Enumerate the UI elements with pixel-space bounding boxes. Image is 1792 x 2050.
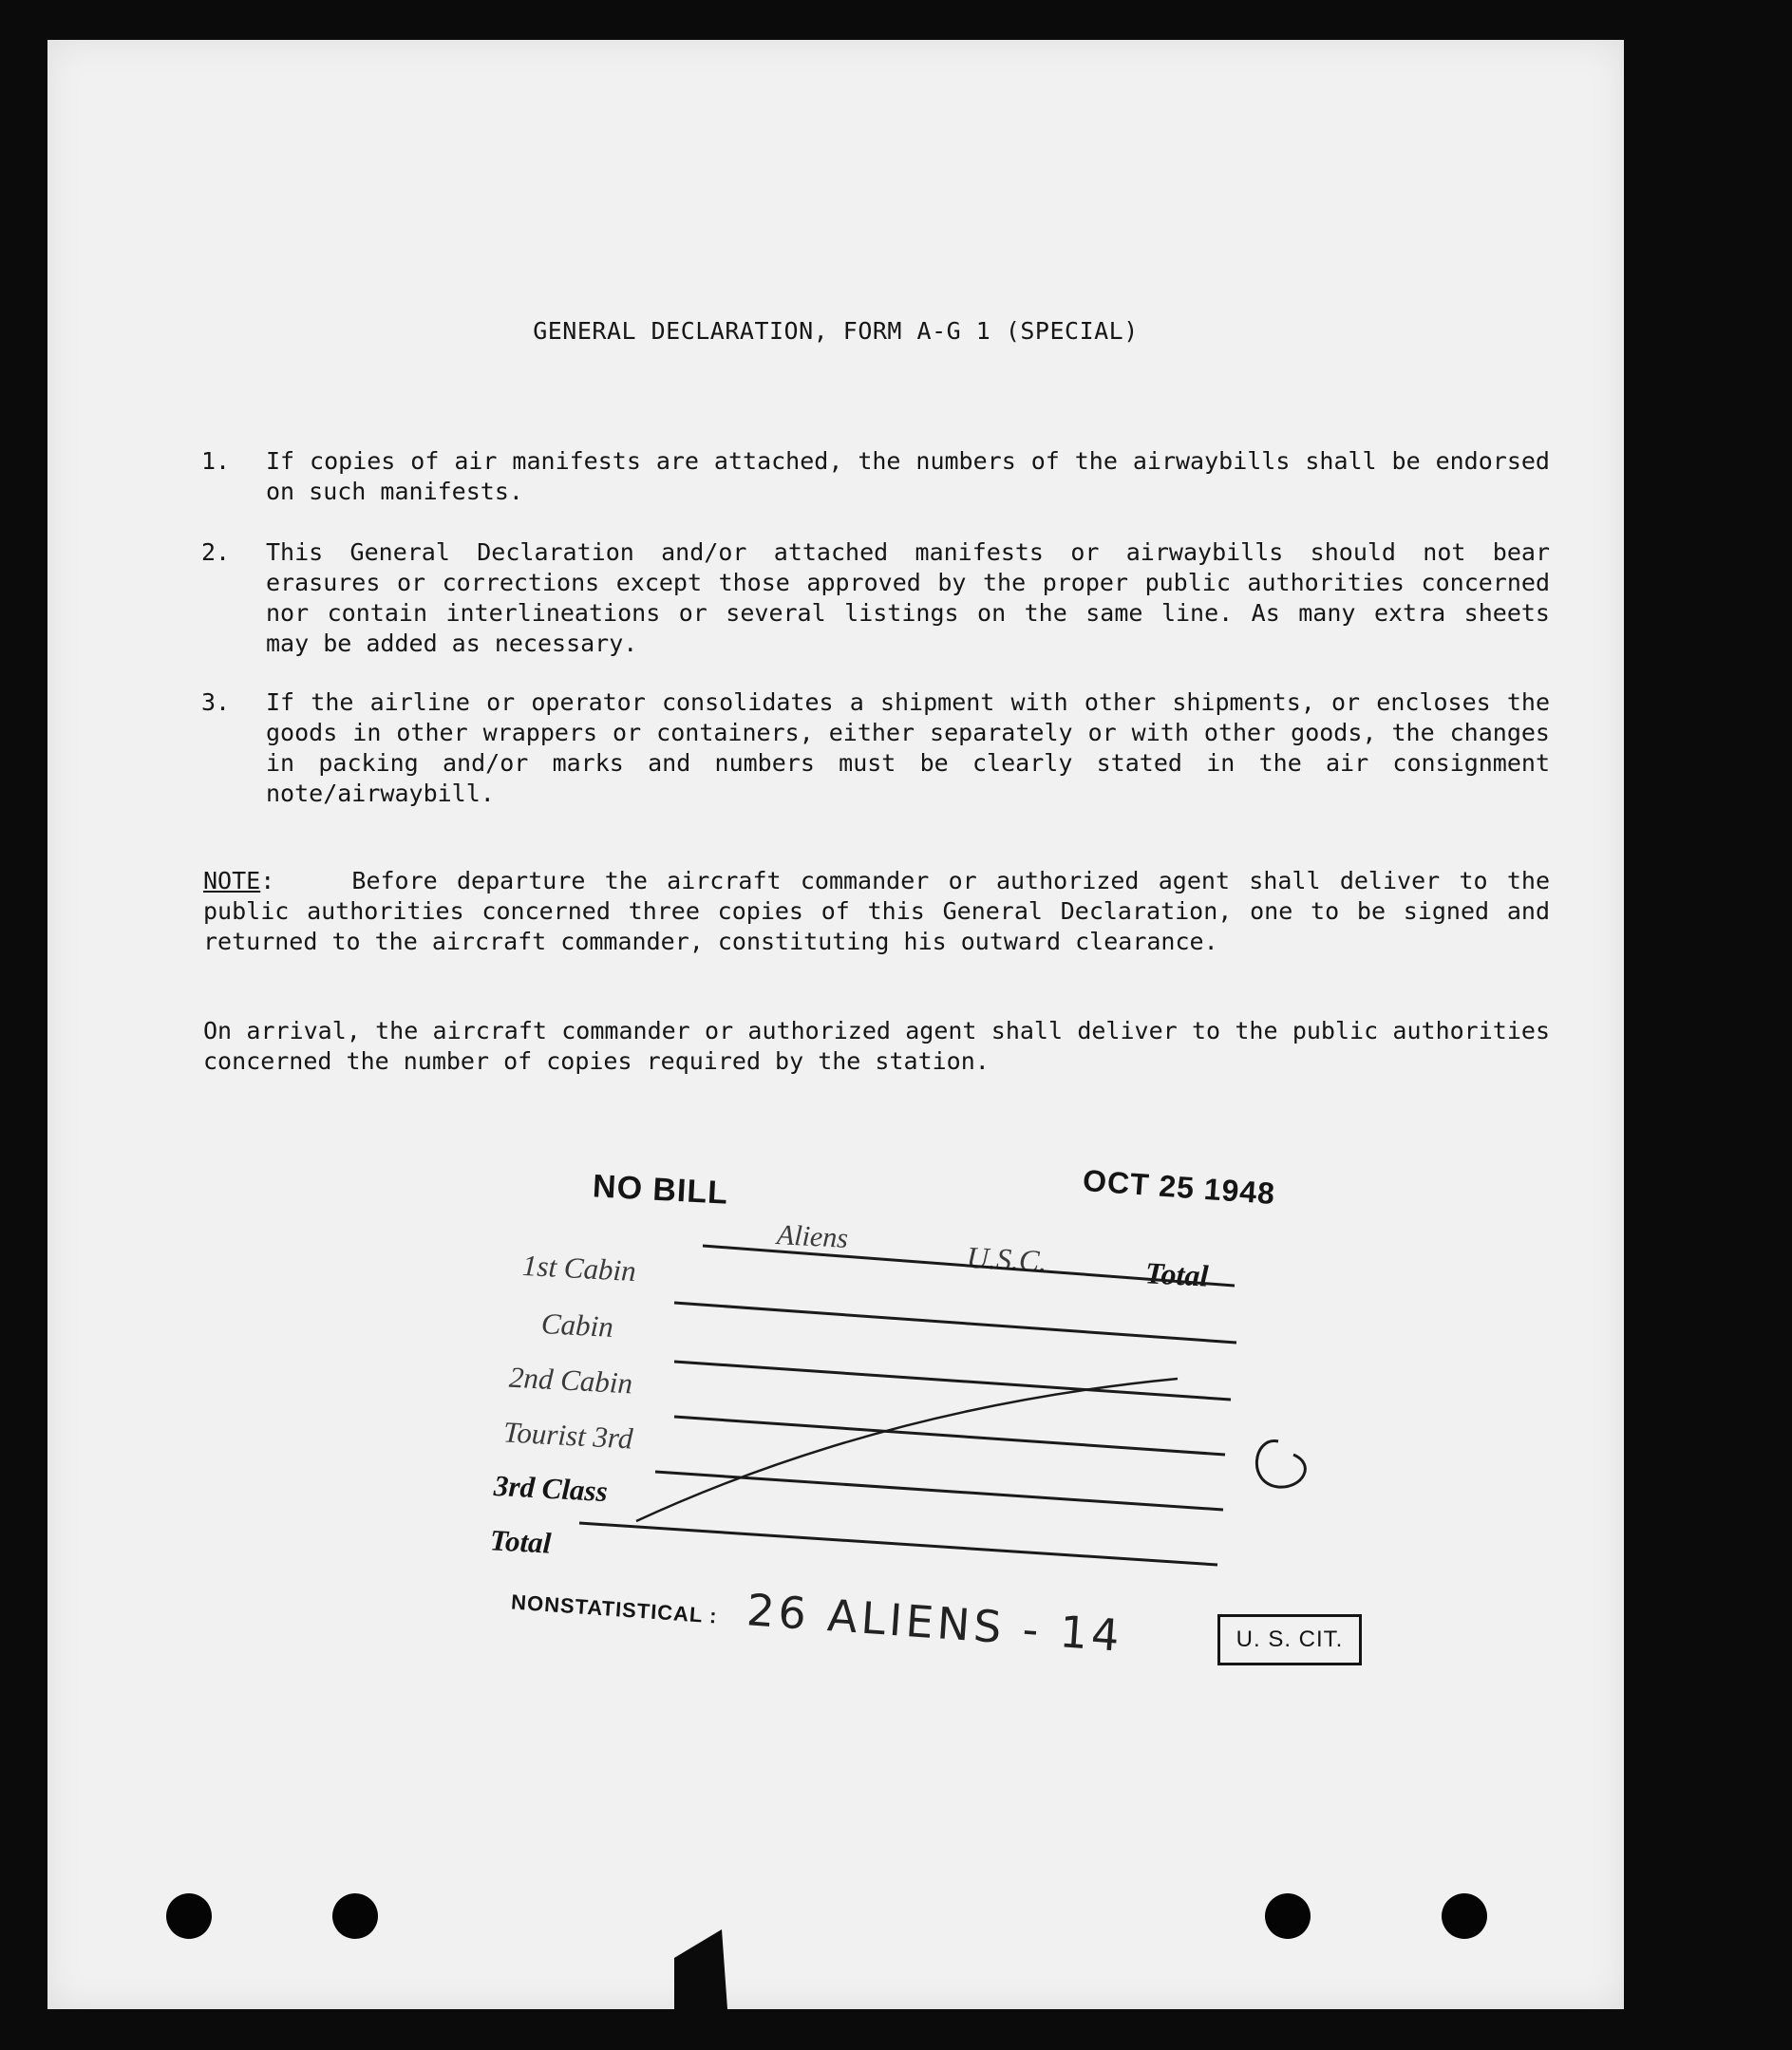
row-third-class: 3rd Class — [493, 1468, 609, 1509]
total-column-label: Total — [1144, 1255, 1210, 1293]
row-tourist-third: Tourist 3rd — [502, 1415, 634, 1456]
no-bill-stamp: NO BILL — [592, 1168, 729, 1212]
date-stamp: OCT 25 1948 — [1082, 1162, 1277, 1212]
document-page — [47, 40, 1624, 2009]
arrival-paragraph: On arrival, the aircraft commander or authorized agent shall deliver to the public authorities concerned the number of copies required by the station. — [203, 1017, 1550, 1075]
item-number: 2. — [201, 538, 231, 566]
handwritten-count: 26 ALIENS - 14 — [745, 1584, 1125, 1662]
item-text: This General Declaration and/or attached manifests or airwaybills should not bear erasures or corrections except those approved by the proper public authorities concerned nor contain interlineations or several listings on the same line. As many extra sheets may be added as necessary. — [266, 538, 1550, 657]
note-label: NOTE — [203, 867, 261, 894]
us-cit-stamp: U. S. CIT. — [1217, 1614, 1362, 1665]
page-title: GENERAL DECLARATION, FORM A-G 1 (SPECIAL) — [533, 317, 1139, 345]
usc-column-label: U.S.C. — [966, 1239, 1048, 1279]
item-number: 3. — [201, 688, 231, 716]
aliens-column-label: Aliens — [776, 1219, 849, 1254]
torn-notch — [47, 40, 1624, 2009]
row-cabin: Cabin — [540, 1307, 614, 1344]
nonstatistical-label: NONSTATISTICAL : — [510, 1589, 719, 1628]
item-text: If the airline or operator consolidates a shipment with other shipments, or encloses the goods in other wrappers or containers, either separately or with other goods, the changes in packing and/or marks and numbers must be clearly stated in the air consignment note/airwaybill. — [266, 688, 1550, 807]
note-paragraph: NOTE: Before departure the aircraft commander or authorized agent shall deliver to the public authorities concerned three copies of this General Declaration, one to be signed and returned to the aircraft commander, constituting his outward clearance. — [203, 867, 1550, 955]
item-number: 1. — [201, 447, 231, 475]
note-text: Before departure the aircraft commander or authorized agent shall deliver to the public authorities concerned three copies of this General Declaration, one to be signed and returned to the aircraft commander, constituting his outward clearance. — [203, 867, 1550, 955]
row-second-cabin: 2nd Cabin — [508, 1360, 633, 1401]
row-total: Total — [489, 1523, 553, 1560]
item-text: If copies of air manifests are attached, the numbers of the airwaybills shall be endorsed on such manifests. — [266, 447, 1550, 505]
row-first-cabin: 1st Cabin — [521, 1248, 637, 1288]
